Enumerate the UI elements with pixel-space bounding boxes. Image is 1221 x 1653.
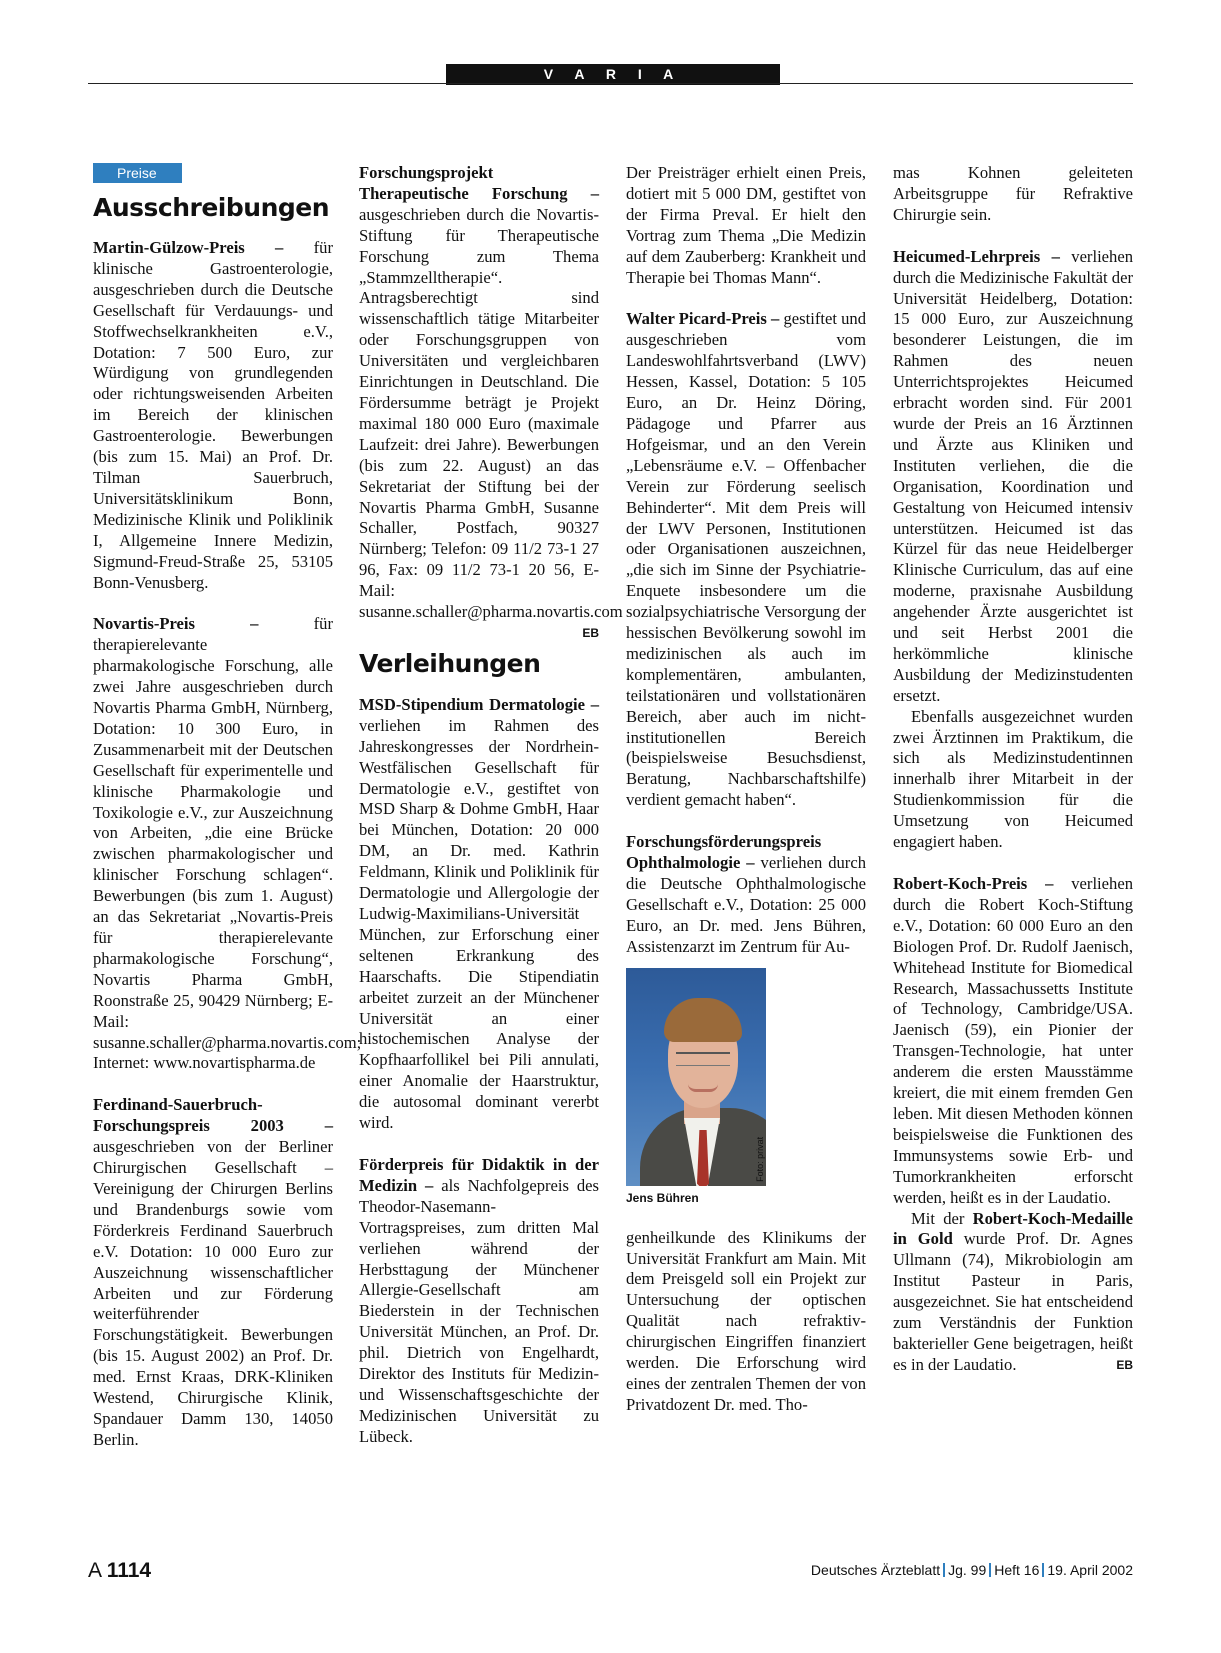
article-title: Forschungsprojekt Therapeutische Forschung – — [359, 163, 599, 203]
article-title: MSD-Stipendium Dermatologie – — [359, 694, 599, 714]
portrait-figure — [626, 968, 796, 1186]
page-number — [88, 1559, 151, 1583]
article-title: Förderpreis für Didaktik in der Medizin – — [359, 1154, 599, 1195]
portrait-photo — [626, 968, 766, 1186]
article-title: Novartis-Preis – — [93, 614, 259, 634]
article-text: für klinische Gastroenterologie, ausgeschrieben durch die Deutsche Gesellschaft für Verdauungs- und Stoffwechselkrankheiten e.V., Dotation: 7 500 Euro, zur Würdigung von grundlegenden oder richtungsweisenden Arbeiten im Bereich der klinischen Gastroenterologie. Bewerbungen (bis zum 15. Mai) an Prof. Dr. Tilman Sauerbruch, Universitätsklinikum Bonn, Medizinische Klinik und Poliklinik I, Allgemeine Innere Medizin, Sigmund-Freud-Straße 25, 53105 Bonn-Venusberg. — [93, 238, 333, 592]
article-title: Walter Picard-Preis – — [626, 309, 780, 329]
article-title: Heicumed-Lehrpreis – — [893, 246, 1060, 266]
article-ophthalmologie-continued: genheilkunde des Klinikums der Universität Frankfurt am Main. Mit dem Preisgeld soll ein Projekt zur Untersuchung der optischen Qualität nach refraktiv-chirurgischen Eingriffen finanziert werden. Die Erforschung wird eines der zentralen Themen der von Privatdozent Dr. med. Tho- — [626, 1227, 866, 1414]
section-banner: V A R I A — [446, 64, 780, 85]
article-walter-picard-preis — [626, 309, 866, 811]
photo-caption: Jens Bühren — [626, 1190, 699, 1205]
page-footer — [88, 1559, 1133, 1581]
author-signature: EB — [582, 625, 599, 640]
article-title: Martin-Gülzow-Preis – — [93, 238, 284, 257]
article-text: verliehen durch die Robert Koch-Stiftung e.V., Dotation: 60 000 Euro an den Biologen Prof. Dr. Rudolf Jaenisch, Whitehead Institute for Biomedical Research, Massachussetts Institute of Technology, Cambridge/USA. Jaenisch (59), ein Pionier der Transgen-Technologie, hat unter anderem die ersten Mausstämme kreiert, die mit einem fremden Gen leben. Mit diesen Methoden können beispielsweise die Funktionen des Immunsystems sowie Erb- und Tumorkrankheiten erforscht werden, heißt es in der Laudatio. — [893, 874, 1133, 1207]
article-martin-guelzow-preis — [93, 238, 333, 593]
article-foerderpreis-didaktik — [359, 1155, 599, 1448]
article-text: für therapierelevante pharmakologische Forschung, alle zwei Jahre ausgeschrieben durch Novartis Pharma GmbH, Nürnberg, Dotation: 10 300 Euro, in Zusammenarbeit mit der Deutschen Gesellschaft für experimentelle und klinische Pharmakologie und Toxikologie e.V., zur Auszeichnung von Arbeiten, „die eine Brücke zwischen pharmakologischer und klinischer Forschung schlagen“. Bewerbungen (bis zum 1. August) an das Sekretariat „Novartis-Preis für therapierelevante pharmakologische Forschung“, Novartis Pharma GmbH, Roonstraße 25, 90429 Nürnberg; E-Mail: susanne.schaller@pharma.novartis.com; Internet: www.novartispharma.de — [93, 614, 362, 1073]
article-text: Mit der — [911, 1208, 973, 1228]
column-2 — [359, 163, 623, 1448]
article-msd-stipendium — [359, 695, 599, 1134]
journal-name: Deutsches Ärzteblatt — [810, 1562, 941, 1578]
article-text: als Nachfolgepreis des Theodor-Nasemann-Vortragspreises, zum dritten Mal verliehen während der Herbsttagung der Münchener Allergie-Gesellschaft am Biederstein in der Technischen Universität München, an Prof. Dr. phil. Dietrich von Engelhardt, Direktor des Instituts für Medizin- und Wissenschaftsgeschichte der Medizinischen Universität zu Lübeck. — [359, 1175, 599, 1446]
journal-date: 19. April 2002 — [1047, 1562, 1133, 1578]
article-title: Robert-Koch-Medaille in Gold — [893, 1208, 1133, 1249]
article-robert-koch-preis — [893, 874, 1133, 1209]
article-ophthalmologie-end: mas Kohnen geleiteten Arbeitsgruppe für Refraktive Chirurgie sein. — [893, 163, 1133, 224]
article-text: wurde Prof. Dr. Agnes Ullmann (74), Mikrobiologin am Institut Pasteur in Paris, ausgezeichnet. Sie hat entscheidend zum Verständnis der Funktion bakterieller Gene beigetragen, heißt es in der Laudatio. — [893, 1229, 1134, 1374]
article-text: verliehen durch die Medizinische Fakultät der Universität Heidelberg, Dotation: 15 000 Euro, zur Auszeichnung besonderer Leistungen, die im Rahmen des neuen Unterrichtsprojektes Heicumed erbracht worden sind. Für 2001 wurde der Preis an 16 Ärztinnen und Ärzte aus Kliniken und Instituten verliehen, die die Organisation, Koordination und Gestaltung von Heicumed intensiv unterstützen. Heicumed ist das Kürzel für das neue Heidelberger Klinische Curriculum, das auf eine moderne, praxisnahe Ausbildung angehender Ärzte ausgerichtet ist und seit Herbst 2001 die herkömmliche klinische Ausbildung der Medizinstudenten ersetzt. — [893, 246, 1133, 705]
rubric-label: Preise — [93, 163, 182, 183]
column-4 — [893, 163, 1133, 1376]
journal-info — [811, 1562, 1133, 1578]
separator — [989, 1563, 991, 1577]
separator — [943, 1563, 945, 1577]
journal-issue: Heft 16 — [994, 1562, 1040, 1578]
column-3 — [626, 163, 866, 1416]
article-title: Robert-Koch-Preis – — [893, 874, 1054, 893]
article-heicumed-continued: Ebenfalls ausgezeichnet wurden zwei Ärztinnen im Praktikum, die sich als Medizinstudentinnen innerhalb ihrer Mitarbeit in der Studienkommission für die Umsetzung von Heicumed engagiert haben. — [893, 706, 1133, 852]
page-prefix: A — [88, 1559, 101, 1582]
author-signature: EB — [1116, 1357, 1133, 1372]
header-rule — [88, 83, 1133, 84]
article-robert-koch-medaille — [893, 1209, 1133, 1376]
article-text: verliehen durch die Deutsche Ophthalmologische Gesellschaft e.V., Dotation: 25 000 Euro, an Dr. med. Jens Bühren, Assistenzarzt im Zentrum für Au- — [626, 853, 866, 956]
article-novartis-preis — [93, 614, 362, 1074]
separator — [1042, 1563, 1044, 1577]
page-number-value: 1114 — [106, 1559, 152, 1582]
photo-credit: Foto: privat — [755, 1136, 766, 1182]
section-heading-ausschreibungen: Ausschreibungen — [93, 193, 330, 222]
article-ophthalmologie-preis — [626, 832, 866, 957]
journal-volume: Jg. 99 — [948, 1562, 987, 1578]
article-didaktik-continued: Der Preisträger erhielt einen Preis, dotiert mit 5 000 DM, gestiftet von der Firma Preval. Er hielt den Vortrag zum Thema „Die Medizin auf dem Zauberberg: Krankheit und Therapie bei Thomas Mann“. — [626, 163, 866, 287]
article-text: gestiftet und ausgeschrieben vom Landeswohlfahrtsverband (LWV) Hessen, Kassel, Dotation: 5 105 Euro, an Dr. Heinz Döring, Pädagoge und Pfarrer aus Hofgeismar, und an den Verein „Lebensräume e.V. – Offenbacher Verein zur Förderung seelisch Behinderter“. Mit dem Preis will der LWV Personen, Institutionen oder Organisationen auszeichnen, „die sich im Sinne der Psychiatrie-Enquete insbesondere um die sozialpsychiatrische Versorgung der hessischen Bevölkerung sowohl im medizinischen als auch im komplementären, ambulanten, teilstationären und vollstationären Bereich, aber auch im nicht-institutionellen Bereich (beispielsweise Besuchsdienst, Beratung, Nachbarschaftshilfe) verdient gemacht haben“. — [626, 309, 866, 810]
article-title: Forschungsförderungspreis Ophthalmologie – — [626, 832, 822, 873]
article-text: ausgeschrieben durch die Novartis-Stiftung für Therapeutische Forschung zum Thema „Stammzelltherapie“. Antragsberechtigt sind wissenschaftlich tätige Mitarbeiter oder Forschungsgruppen von Universitäten und vergleichbaren Einrichtungen in Deutschland. Die Fördersumme beträgt je Projekt maximal 180 000 Euro (maximale Laufzeit: drei Jahre). Bewerbungen (bis zum 22. August) an das Sekretariat der Stiftung bei der Novartis Pharma GmbH, Susanne Schaller, Postfach, 90327 Nürnberg; Telefon: 09 11/2 73-1 27 96, Fax: 09 11/2 73-1 20 56, E-Mail: susanne.schaller@pharma.novartis.com — [359, 204, 623, 622]
article-sauerbruch-preis — [93, 1095, 333, 1450]
article-heicumed-lehrpreis — [893, 247, 1133, 707]
article-text: verliehen im Rahmen des Jahreskongresses der Nordrhein-Westfälischen Gesellschaft für Dermatologie e.V., gestiftet von MSD Sharp & Dohme GmbH, Haar bei München, Dotation: 20 000 DM, an Dr. med. Kathrin Feldmann, Klinik und Poliklinik für Dermatologie und Allergologie der Ludwig-Maximilians-Universität München, zur Erforschung einer seltenen Erkrankung des Haarschafts. Die Stipendiatin arbeitet zurzeit an der Münchener Universität an einer histochemischen Analyse der Kopfhaarfollikel bei Pili annulati, einer Anomalie der Haarstruktur, die autosomal dominant vererbt wird. — [359, 715, 599, 1133]
article-forschungsprojekt — [359, 163, 623, 640]
column-1 — [93, 163, 362, 1451]
section-heading-verleihungen: Verleihungen — [359, 648, 541, 678]
article-title: Ferdinand-Sauerbruch-Forschungspreis 2003 – — [93, 1095, 333, 1136]
article-text: ausgeschrieben von der Berliner Chirurgischen Gesellschaft – Vereinigung der Chirurgen Berlins und Brandenburgs sowie vom Förderkreis Ferdinand Sauerbruch e.V. Dotation: 10 000 Euro zur Auszeichnung wissenschaftlicher Arbeiten und zur Förderung weiterführender Forschungstätigkeit. Bewerbungen (bis 15. August 2002) an Prof. Dr. med. Ernst Kraas, DRK-Kliniken Westend, Chirurgische Klinik, Spandauer Damm 130, 14050 Berlin. — [93, 1137, 333, 1449]
